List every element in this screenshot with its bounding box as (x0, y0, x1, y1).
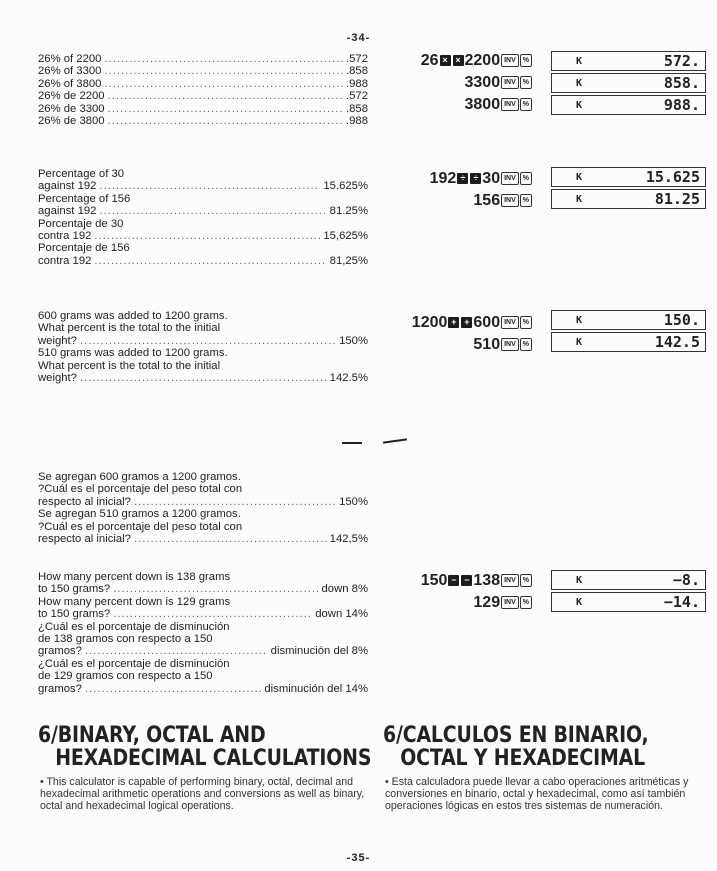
inv-key-icon: INV (501, 54, 519, 67)
display-row (551, 189, 706, 209)
line-value: 81.25% (329, 205, 368, 218)
line-label: ¿Cuál es el porcentaje de disminución (38, 620, 230, 633)
constant-indicator: K (576, 193, 583, 205)
percent-key-icon: % (520, 98, 532, 111)
constant-indicator: K (576, 55, 583, 67)
line-value: disminución del 14% (264, 682, 368, 695)
plus-key-icon: + (461, 317, 472, 328)
line-label: against 192 (38, 180, 97, 193)
text-line (38, 242, 368, 254)
line-label: weight? (38, 371, 77, 384)
line-value: .858 (346, 102, 368, 115)
text-line (38, 335, 368, 347)
text-line (38, 78, 368, 90)
text-line (38, 103, 368, 115)
display-row (551, 332, 706, 352)
line-label: 26% of 3800 (38, 77, 102, 90)
line-value: 142.5% (329, 371, 368, 384)
line-label: contra 192 (38, 229, 92, 242)
display-group-1 (551, 51, 706, 117)
leader-dots (104, 53, 343, 65)
display-value: 572. (663, 52, 700, 70)
separator-dash (383, 438, 407, 443)
inv-key-icon: INV (501, 596, 519, 609)
display-group-5 (551, 570, 706, 614)
line-label: 600 grams was added to 1200 grams. (38, 310, 228, 322)
divide-key-icon: ÷ (457, 173, 468, 184)
text-line (38, 347, 368, 359)
text-line (38, 255, 368, 267)
text-line (38, 571, 368, 583)
text-line (38, 508, 368, 520)
text-line (38, 65, 368, 77)
line-value: .988 (346, 77, 368, 90)
leader-dots (113, 583, 318, 595)
line-label: 26% de 2200 (38, 90, 105, 103)
text-line (38, 658, 368, 670)
line-label: ?Cuál es el porcentaje del peso total con (38, 483, 243, 496)
percent-key-icon: % (520, 596, 532, 609)
leader-dots (108, 115, 343, 127)
text-line (38, 372, 368, 384)
leader-dots (94, 255, 326, 267)
constant-indicator: K (576, 77, 583, 89)
times-key-icon: × (453, 55, 464, 66)
section-text-en: • This calculator is capable of performing binary, octal, decimal and hexadecimal arithmetic operations and conversions as well as binary, octal and hexadecimal logical operations. (40, 776, 365, 813)
line-label: Se agregan 600 gramos a 1200 gramos. (38, 471, 241, 483)
line-value: .858 (346, 65, 368, 78)
percent-examples-block (38, 53, 368, 127)
separator-dash (342, 442, 362, 444)
line-label: Percentage of 156 (38, 192, 131, 205)
line-label: Porcentaje de 156 (38, 242, 130, 255)
text-line (38, 360, 368, 372)
line-label: 26% of 3300 (38, 65, 102, 78)
line-value: 150% (339, 334, 368, 347)
minus-key-icon: − (448, 575, 459, 586)
display-row (551, 95, 706, 115)
display-row (551, 51, 706, 71)
inv-key-icon: INV (501, 76, 519, 89)
line-value: disminución del 8% (270, 645, 368, 658)
line-label: Percentage of 30 (38, 168, 125, 180)
key-sequence-1: 26 × × 2200 INV % 3300 INV % 3800 INV % (421, 50, 532, 116)
line-label: against 192 (38, 205, 97, 218)
display-group-2 (551, 167, 706, 211)
text-line (38, 53, 368, 65)
line-label: contra 192 (38, 254, 92, 267)
line-label: What percent is the total to the initial (38, 359, 221, 372)
leader-dots (104, 65, 343, 77)
inv-key-icon: INV (501, 172, 519, 185)
text-line (38, 115, 368, 127)
line-label: to 150 grams? (38, 583, 111, 596)
line-value: .572 (346, 90, 368, 103)
line-label: de 129 gramos con respecto a 150 (38, 670, 213, 683)
key-sequence-2: 192 ÷ ÷ 30 INV % 156 INV % (430, 168, 532, 212)
display-row (551, 310, 706, 330)
section-title-en: 6/BINARY, OCTAL AND HEXADECIMAL CALCULATIONS (38, 723, 372, 771)
text-line (38, 521, 368, 533)
line-value: 142,5% (329, 532, 368, 545)
percent-key-icon: % (520, 76, 532, 89)
leader-dots (104, 78, 343, 90)
section-text-es: • Esta calculadora puede llevar a cabo operaciones aritméticas y conversiones en binario, octal y hexadecimal, como así también operaciones lógicas en estos tres sistemas de numeración. (385, 776, 689, 813)
display-row (551, 167, 706, 187)
constant-indicator: K (576, 171, 583, 183)
line-value: .572 (346, 53, 368, 65)
display-value: −14. (663, 593, 700, 611)
text-line (38, 645, 368, 657)
line-value: 81,25% (329, 254, 368, 267)
key-sequence-5: 150 − − 138 INV % 129 INV % (421, 570, 532, 614)
grams-added-block (38, 310, 368, 384)
line-label: What percent is the total to the initial (38, 322, 221, 335)
text-line (38, 583, 368, 595)
inv-key-icon: INV (501, 338, 519, 351)
leader-dots (134, 496, 336, 508)
leader-dots (94, 230, 320, 242)
percent-key-icon: % (520, 574, 532, 587)
minus-key-icon: − (461, 575, 472, 586)
percent-key-icon: % (520, 54, 532, 67)
line-value: 15,625% (323, 229, 368, 242)
display-value: 142.5 (654, 333, 700, 351)
page-number-bottom: -35- (346, 852, 371, 864)
leader-dots (134, 533, 327, 545)
line-value: .988 (346, 114, 368, 127)
leader-dots (108, 103, 343, 115)
leader-dots (99, 205, 326, 217)
text-line (38, 90, 368, 102)
inv-key-icon: INV (501, 98, 519, 111)
inv-key-icon: INV (501, 194, 519, 207)
constant-indicator: K (576, 596, 583, 608)
text-line (38, 483, 368, 495)
key-sequence-3: 1200 + + 600 INV % 510 INV % (412, 312, 532, 356)
percent-down-block (38, 571, 368, 695)
display-row (551, 570, 706, 590)
text-line (38, 608, 368, 620)
text-line (38, 230, 368, 242)
text-line (38, 471, 368, 483)
percent-key-icon: % (520, 194, 532, 207)
display-row (551, 73, 706, 93)
display-value: 150. (663, 311, 700, 329)
line-value: down 8% (321, 583, 368, 596)
constant-indicator: K (576, 314, 583, 326)
text-line (38, 633, 368, 645)
constant-indicator: K (576, 336, 583, 348)
line-label: 26% de 3300 (38, 102, 105, 115)
text-line (38, 621, 368, 633)
line-label: respecto al inicial? (38, 532, 131, 545)
page-number-top: -34- (346, 32, 371, 44)
text-line (38, 205, 368, 217)
display-value: 988. (663, 96, 700, 114)
gramos-agregan-block (38, 471, 368, 545)
line-label: ?Cuál es el porcentaje del peso total con (38, 520, 243, 533)
constant-indicator: K (576, 99, 583, 111)
text-line (38, 180, 368, 192)
plus-key-icon: + (448, 317, 459, 328)
percent-key-icon: % (520, 338, 532, 351)
line-label: How many percent down is 138 grams (38, 571, 231, 583)
line-label: gramos? (38, 645, 82, 658)
line-value: 15.625% (323, 180, 368, 193)
display-value: 81.25 (654, 190, 700, 208)
text-line (38, 218, 368, 230)
line-value: down 14% (315, 608, 368, 621)
text-line (38, 533, 368, 545)
section-title-es: 6/CALCULOS EN BINARIO, OCTAL Y HEXADECIMAL (383, 723, 649, 771)
percent-key-icon: % (520, 316, 532, 329)
text-line (38, 496, 368, 508)
divide-key-icon: ÷ (470, 173, 481, 184)
leader-dots (80, 335, 336, 347)
line-label: 26% de 3800 (38, 114, 105, 127)
inv-key-icon: INV (501, 574, 519, 587)
line-label: How many percent down is 129 grams (38, 595, 231, 608)
line-label: weight? (38, 334, 77, 347)
leader-dots (85, 645, 268, 657)
text-line (38, 310, 368, 322)
leader-dots (80, 372, 327, 384)
line-label: ¿Cuál es el porcentaje de disminución (38, 657, 230, 670)
display-value: 15.625 (645, 168, 700, 186)
display-value: −8. (672, 571, 700, 589)
display-value: 858. (663, 74, 700, 92)
display-group-3 (551, 310, 706, 354)
text-line (38, 683, 368, 695)
constant-indicator: K (576, 574, 583, 586)
line-label: 26% of 2200 (38, 53, 102, 65)
line-label: Se agregan 510 gramos a 1200 gramos. (38, 508, 241, 521)
line-value: 150% (339, 495, 368, 508)
text-line (38, 168, 368, 180)
text-line (38, 596, 368, 608)
leader-dots (113, 608, 312, 620)
leader-dots (108, 90, 343, 102)
percent-key-icon: % (520, 172, 532, 185)
line-label: respecto al inicial? (38, 495, 131, 508)
display-row (551, 592, 706, 612)
line-label: Porcentaje de 30 (38, 217, 124, 230)
percentage-against-block (38, 168, 368, 267)
inv-key-icon: INV (501, 316, 519, 329)
line-label: 510 grams was added to 1200 grams. (38, 347, 228, 360)
text-line (38, 193, 368, 205)
line-label: de 138 gramos con respecto a 150 (38, 632, 213, 645)
text-line (38, 322, 368, 334)
line-label: to 150 grams? (38, 608, 111, 621)
line-label: gramos? (38, 682, 82, 695)
text-line (38, 670, 368, 682)
leader-dots (85, 683, 261, 695)
leader-dots (99, 180, 320, 192)
times-key-icon: × (440, 55, 451, 66)
